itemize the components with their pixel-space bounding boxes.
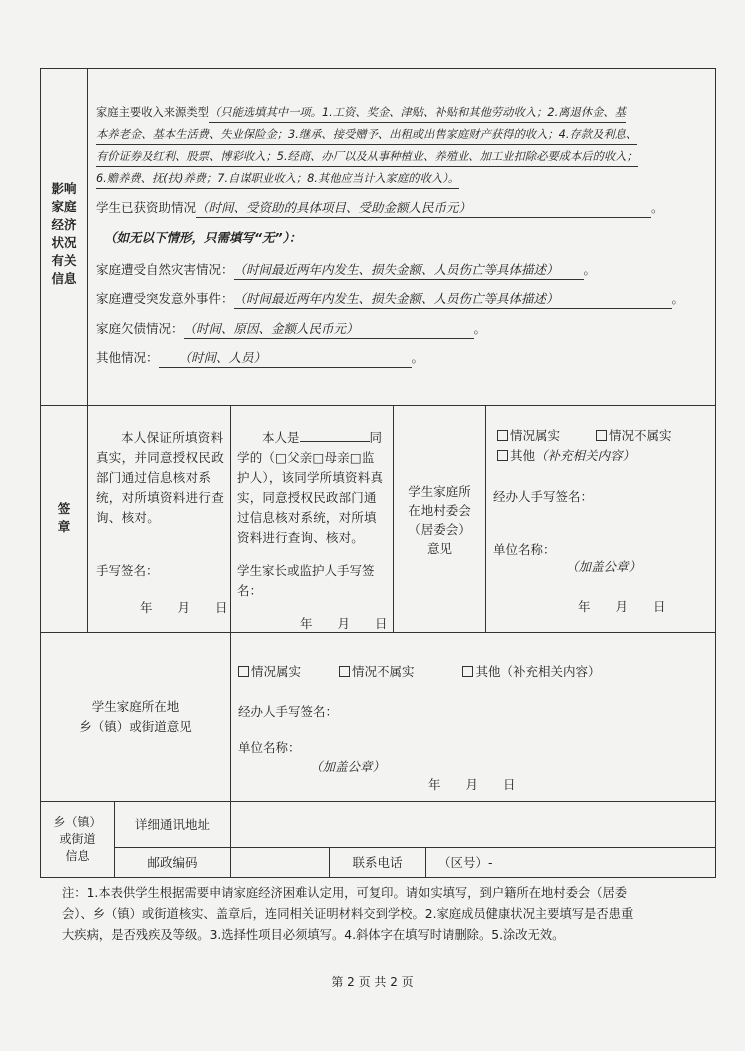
table-left-border (40, 68, 41, 878)
town-true-checkbox[interactable] (238, 666, 249, 677)
footnote-line-3: 大疾病，是否残疾及等级。3.选择性项目必须填写。4.斜体字在填写时请删除。5.涂改无效。 (62, 928, 565, 942)
income-line-1: 家庭主要收入来源类型（只能选填其中一项。1.工资、奖金、津贴、补贴和其他劳动收入；2.离退休金、基 (96, 103, 626, 123)
town-section-label: 学生家庭所在地 乡（镇）或街道意见 (79, 699, 192, 734)
footnote-line-2: 会）、乡（镇）或街道核实、盖章后，连同相关证明材料交到学校。2.家庭成员健康状况主要填写是否患重 (62, 907, 634, 921)
debt-row: 家庭欠债情况：（时间、原因、金额人民币元） 。 (96, 319, 486, 339)
guardian-line-2: 学的（□父亲□母亲□监 (237, 450, 375, 465)
village-seal: （加盖公章） (566, 559, 642, 574)
town-other-checkbox[interactable] (462, 666, 473, 677)
address-field[interactable] (232, 803, 714, 845)
sign-section-label: 签 章 (57, 501, 71, 534)
accident-row: 家庭遭受突发意外事件：（时间最近两年内发生、损失金额、人员伤亡等具体描述） 。 (96, 289, 684, 309)
village-unit-label: 单位名称： (493, 542, 556, 557)
town-handler-label: 经办人手写签名： (238, 704, 339, 719)
influence-section-label: 影响 家庭 经济 状况 有关 信息 (51, 181, 77, 286)
village-committee-label: 学生家庭所 在地村委会 （居委会） 意见 (408, 484, 471, 556)
phone-value-divider (425, 847, 426, 877)
sign-col2-divider (230, 405, 231, 632)
income-line-4: 6.赡养费、抚(扶)养费；7.自谋职业收入；8.其他应当计入家庭的收入）。 (96, 169, 459, 189)
town-label-divider (230, 632, 231, 801)
contact-field-divider (230, 801, 231, 877)
row-divider-address-zip (114, 847, 716, 848)
zip-field[interactable] (232, 849, 328, 876)
self-date: 年 月 日 (140, 600, 228, 615)
guardian-line-1: 本人是 同 (262, 430, 383, 445)
other-row: 其他情况： （时间、人员） 。 (96, 348, 424, 368)
town-false-checkbox[interactable] (339, 666, 350, 677)
no-situation-note: （如无以下情形，只需填写“无”）： (104, 230, 302, 245)
sign-col4-divider (485, 405, 486, 632)
footnote-line-1: 注：1.本表供学生根据需要申请家庭经济困难认定用，可复印。请如实填写，到户籍所在地村委会（居委 (62, 886, 628, 900)
town-seal: （加盖公章） (310, 759, 386, 774)
phone-field[interactable]: （区号）- (438, 855, 493, 870)
town-date: 年 月 日 (428, 777, 516, 792)
disaster-row: 家庭遭受自然灾害情况：（时间最近两年内发生、损失金额、人员伤亡等具体描述） 。 (96, 260, 596, 280)
table-bottom-border (40, 877, 716, 878)
village-other-checkbox[interactable] (497, 450, 508, 461)
guardian-statement: 护人），该同学所填资料真实，同意授权民政部门通过信息核对系统，对所填资料进行查询、核对。 (237, 470, 384, 545)
zip-label: 邮政编码 (147, 855, 198, 870)
row-divider-town-contact (40, 801, 716, 802)
table-top-border (40, 68, 716, 69)
label-column-divider (87, 68, 88, 405)
income-line-2: 本养老金、基本生活费、失业保险金；3.继承、接受赠予、出租或出售家庭财产获得的收入；4.存款及利息、 (96, 125, 637, 145)
guardian-sign-label: 学生家长或监护人手写签名： (237, 563, 375, 598)
village-date: 年 月 日 (578, 599, 666, 614)
phone-label: 联系电话 (352, 855, 403, 870)
guardian-date: 年 月 日 (300, 616, 388, 631)
contact-section-label: 乡（镇） 或街道 信息 (53, 815, 102, 863)
self-sign-label: 手写签名： (96, 563, 159, 578)
page-number: 第 2 页 共 2 页 (331, 975, 414, 989)
aid-row: 学生已获资助情况（时间、受资助的具体项目、受助金额人民币元） 。 (96, 198, 664, 218)
town-unit-label: 单位名称： (238, 740, 301, 755)
village-options-row-1: 情况属实 情况不属实 (497, 426, 672, 445)
village-handler-label: 经办人手写签名： (493, 489, 594, 504)
row-divider-influence-sign (40, 405, 716, 406)
address-label: 详细通讯地址 (134, 817, 210, 832)
town-options-row: 情况属实 情况不属实 其他（补充相关内容） (238, 662, 600, 681)
table-right-border (715, 68, 716, 878)
village-false-checkbox[interactable] (596, 430, 607, 441)
sign-label-divider (87, 405, 88, 632)
village-options-row-2: 其他（补充相关内容） (497, 446, 635, 465)
village-true-checkbox[interactable] (497, 430, 508, 441)
income-line-3: 有价证券及红利、股票、博彩收入；5.经商、办厂以及从事种植业、养殖业、加工业扣除必要成本后的收入； (96, 147, 638, 167)
self-statement: 本人保证所填资料真实，并同意授权民政部门通过信息核对系统，对所填资料进行查询、核对。 (96, 430, 225, 525)
